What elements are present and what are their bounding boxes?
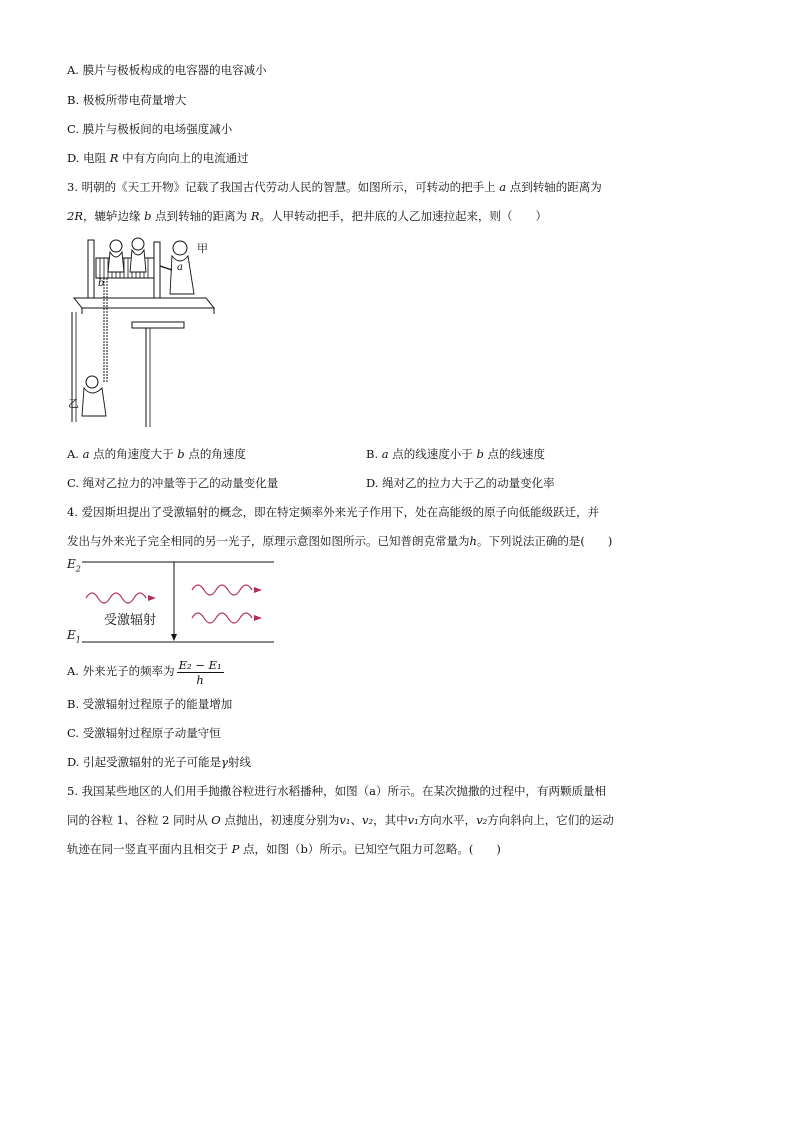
frequency-fraction: $\frac{\text{E₂ − E₁}}{h}$ bbox=[178, 657, 222, 687]
label-a: a bbox=[177, 262, 183, 273]
stimulated-emission-diagram bbox=[78, 560, 278, 650]
label-e1: $E_1$ bbox=[67, 628, 81, 645]
q4-option-d: D. 引起受激辐射的光子可能是γ射线 bbox=[67, 755, 251, 769]
q3-stem-line2: 2R，辘轳边缘 b 点到转轴的距离为 R。人甲转动把手，把井底的人乙加速拉起来，则（ ） bbox=[67, 209, 547, 223]
q2-option-b: B. 极板所带电荷量增大 bbox=[67, 93, 187, 107]
q3-option-d: D. 绳对乙的拉力大于乙的动量变化率 bbox=[366, 476, 555, 490]
q5-stem-line3: 轨迹在同一竖直平面内且相交于 P 点，如图（b）所示。已知空气阻力可忽略。( ) bbox=[67, 842, 501, 856]
q4-option-a: A. 外来光子的频率为 $\frac{\text{E₂ − E₁}}{h}$ bbox=[67, 657, 222, 687]
q4-stem-line2: 发出与外来光子完全相同的另一光子，原理示意图如图所示。已知普朗克常量为h。下列说法正确的是( ) bbox=[67, 534, 613, 548]
q2-option-c: C. 膜片与极板间的电场强度减小 bbox=[67, 122, 233, 136]
incoming-photon-wave bbox=[86, 593, 146, 603]
diagram-caption: 受激辐射 bbox=[104, 613, 157, 628]
q2-option-a: A. 膜片与极板构成的电容器的电容减小 bbox=[67, 63, 267, 77]
q3-option-c: C. 绳对乙拉力的冲量等于乙的动量变化量 bbox=[67, 476, 279, 490]
q3-stem-line1: 3. 明朝的《天工开物》记载了我国古代劳动人民的智慧。如图所示，可转动的把手上 a 点到转轴的距离为 bbox=[67, 180, 602, 194]
q4-option-c: C. 受激辐射过程原子动量守恒 bbox=[67, 726, 221, 740]
q5-stem-line1: 5. 我国某些地区的人们用手抛撒谷粒进行水稻播种，如图（a）所示。在某次抛撒的过程中，有两颗质量相 bbox=[67, 784, 606, 798]
emitted-photon-wave-2 bbox=[192, 613, 252, 623]
emitted-photon-wave-1 bbox=[192, 585, 252, 595]
windlass-figure bbox=[66, 232, 226, 432]
q4-stem-line1: 4. 爱因斯坦提出了受激辐射的概念，即在特定频率外来光子作用下，处在高能级的原子向低能级跃迁，并 bbox=[67, 505, 600, 519]
q3-option-b: B. a 点的线速度小于 b 点的线速度 bbox=[366, 447, 545, 461]
q2-option-d: D. 电阻 R 中有方向向上的电流通过 bbox=[67, 151, 249, 165]
q3-option-a: A. a 点的角速度大于 b 点的角速度 bbox=[67, 447, 246, 461]
q4-option-b: B. 受激辐射过程原子的能量增加 bbox=[67, 697, 233, 711]
q5-stem-line2: 同的谷粒 1、谷粒 2 同时从 O 点抛出，初速度分别为v₁、v₂，其中v₁方向水平，v₂方向斜向上，它们的运动 bbox=[67, 813, 614, 827]
label-e2: $E_2$ bbox=[67, 557, 81, 574]
label-jia: 甲 bbox=[197, 242, 208, 255]
label-yi: 乙 bbox=[68, 397, 79, 410]
label-b: b bbox=[98, 278, 105, 289]
